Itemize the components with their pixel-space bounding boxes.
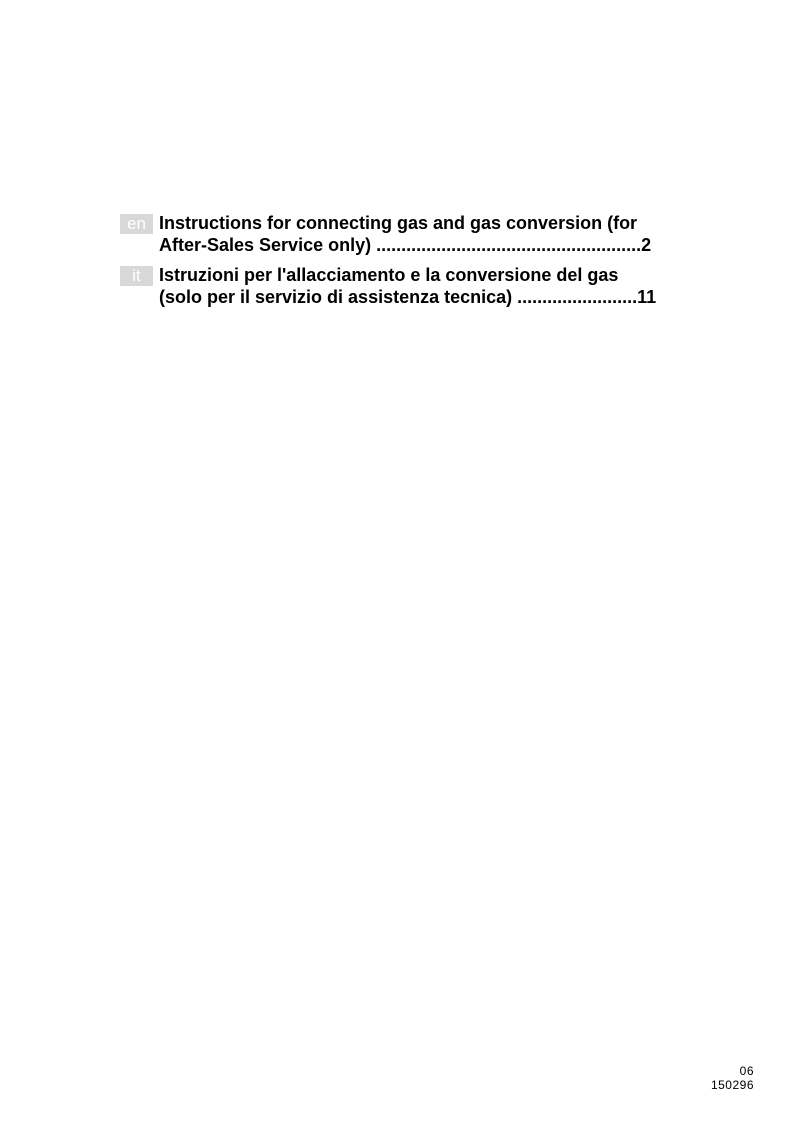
toc-entry-title[interactable]: [159, 212, 720, 256]
language-badge-it: it: [120, 266, 153, 286]
toc-entry-line: Instructions for connecting gas and gas conversion (for: [159, 213, 638, 233]
toc-entry-line-with-page: (solo per il servizio di assistenza tecnica) ........................11: [159, 287, 657, 307]
toc-entry-it[interactable]: [120, 264, 720, 308]
toc-entry-en[interactable]: [120, 212, 720, 256]
table-of-contents: [120, 212, 720, 316]
toc-entry-line: Istruzioni per l'allacciamento e la conversione del gas: [159, 265, 619, 285]
toc-entry-line-with-page: After-Sales Service only) .....................................................2: [159, 235, 652, 255]
toc-entry-title[interactable]: [159, 264, 720, 308]
language-badge-en: en: [120, 214, 153, 234]
document-code-line-1: 06: [739, 1064, 754, 1078]
document-code: [711, 1064, 754, 1092]
document-code-line-2: 150296: [710, 1078, 754, 1092]
